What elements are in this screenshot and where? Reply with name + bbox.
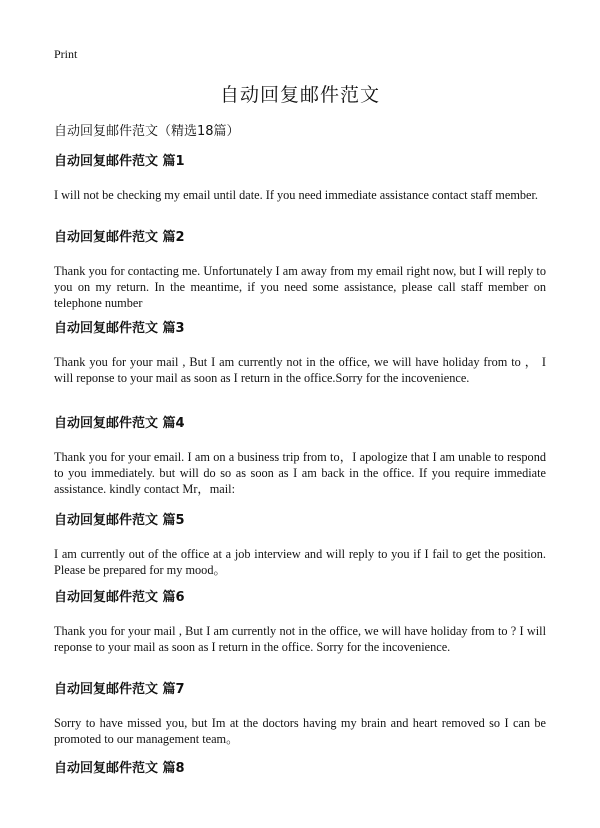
section-body: I am currently out of the office at a job interview and will reply to you if I fail to get the position. Please be prepared for my mood。 — [54, 547, 546, 577]
section-heading: 自动回复邮件范文 篇6 — [54, 590, 185, 605]
section-1 — [54, 150, 546, 203]
section-body: Thank you for your mail , But I am currently not in the office, we will have holiday from to ? I will reponse to your mail as soon as I return in the office. Sorry for the incovenience. — [54, 624, 546, 654]
section-heading: 自动回复邮件范文 篇1 — [54, 154, 185, 169]
section-3 — [54, 317, 546, 386]
document-title: 自动回复邮件范文 — [219, 84, 380, 106]
section-6 — [54, 586, 546, 655]
section-body: Thank you for your mail , But I am currently not in the office, we will have holiday from to ， I will reponse to your mail as soon as I return in the office.Sorry for the incovenience. — [54, 355, 546, 385]
section-heading: 自动回复邮件范文 篇7 — [54, 682, 185, 697]
section-heading: 自动回复邮件范文 篇2 — [54, 230, 185, 245]
section-body: Thank you for your email. I am on a business trip from to，I apologize that I am unable to respond to you immediately. but will do so as soon as I am back in the office. If you require immediate assistance. kindly contact Mr，mail: — [54, 450, 546, 496]
section-heading: 自动回复邮件范文 篇4 — [54, 416, 185, 431]
section-body: Sorry to have missed you, but Im at the doctors having my brain and heart removed so I can be promoted to our management team。 — [54, 716, 546, 746]
section-heading: 自动回复邮件范文 篇5 — [54, 513, 185, 528]
section-7 — [54, 678, 546, 747]
section-heading: 自动回复邮件范文 篇3 — [54, 321, 185, 336]
section-4 — [54, 412, 546, 497]
section-heading: 自动回复邮件范文 篇8 — [54, 761, 185, 776]
section-5 — [54, 509, 546, 578]
section-2 — [54, 226, 546, 311]
section-body: Thank you for contacting me. Unfortunately I am away from my email right now, but I will reply to you on my return. In the meantime, if you need some assistance, please call staff member on telephone number — [54, 264, 546, 310]
section-8 — [54, 757, 546, 776]
document-subtitle: 自动回复邮件范文（精选18篇） — [54, 124, 240, 139]
print-link[interactable]: Print — [54, 47, 78, 61]
section-body: I will not be checking my email until date. If you need immediate assistance contact staff member. — [54, 188, 538, 202]
